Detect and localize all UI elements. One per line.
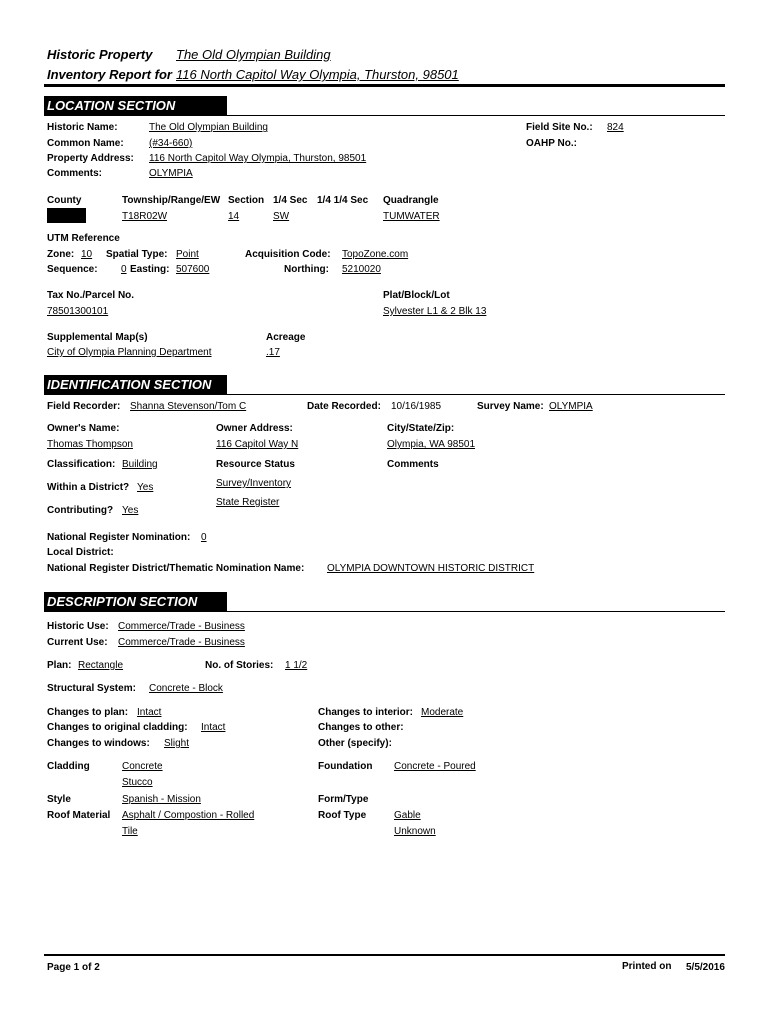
quad-value: TUMWATER bbox=[383, 211, 440, 222]
roof-material-label: Roof Material bbox=[47, 810, 111, 821]
quad-label: Quadrangle bbox=[383, 195, 439, 206]
other-specify-label: Other (specify): bbox=[318, 738, 392, 749]
supp-map-label: Supplemental Map(s) bbox=[47, 332, 148, 343]
roof-type-value-2: Unknown bbox=[394, 826, 436, 837]
utm-label: UTM Reference bbox=[47, 233, 120, 244]
easting-label: Easting: bbox=[130, 264, 170, 275]
field-site-label: Field Site No.: bbox=[526, 122, 593, 133]
northing-label: Northing: bbox=[284, 264, 329, 275]
acq-value: TopoZone.com bbox=[342, 249, 409, 260]
trs-label: Township/Range/EW bbox=[122, 195, 221, 206]
easting-value: 507600 bbox=[176, 264, 210, 275]
zone-value: 10 bbox=[81, 249, 93, 260]
owner-name-value: Thomas Thompson bbox=[47, 439, 133, 450]
roof-type-label: Roof Type bbox=[318, 810, 367, 821]
property-address-label: Property Address: bbox=[47, 153, 134, 164]
thematic-name-label: National Register District/Thematic Nomination Name: bbox=[47, 563, 305, 574]
comments-label: Comments: bbox=[47, 168, 103, 179]
changes-plan-label: Changes to plan: bbox=[47, 707, 129, 718]
resource-status-2: State Register bbox=[216, 497, 280, 508]
changes-windows-label: Changes to windows: bbox=[47, 738, 150, 749]
page-number: Page 1 of 2 bbox=[47, 962, 100, 973]
form-type-label: Form/Type bbox=[318, 794, 369, 805]
supp-map-value: City of Olympia Planning Department bbox=[47, 347, 212, 358]
section-label: Section bbox=[228, 195, 265, 206]
owner-address-label: Owner Address: bbox=[216, 423, 293, 434]
structural-system-label: Structural System: bbox=[47, 683, 136, 694]
stories-label: No. of Stories: bbox=[205, 660, 274, 671]
field-recorder-value: Shanna Stevenson/Tom C bbox=[130, 401, 247, 412]
roof-type-value-1: Gable bbox=[394, 810, 421, 821]
description-section-line bbox=[44, 611, 725, 612]
common-name-value: (#34-660) bbox=[149, 138, 193, 149]
printed-on-label: Printed on bbox=[622, 961, 672, 972]
header-value-1: The Old Olympian Building bbox=[176, 47, 331, 62]
footer-rule bbox=[44, 954, 725, 956]
header-line-1 bbox=[47, 47, 152, 63]
common-name-label: Common Name: bbox=[47, 138, 124, 149]
historic-name-label: Historic Name: bbox=[47, 122, 118, 133]
roof-material-value-2: Tile bbox=[122, 826, 138, 837]
survey-name-value: OLYMPIA bbox=[549, 401, 593, 412]
sequence-label: Sequence: bbox=[47, 264, 98, 275]
printed-on-date: 5/5/2016 bbox=[686, 962, 725, 973]
oahp-label: OAHP No.: bbox=[526, 138, 577, 149]
within-district-label: Within a District? bbox=[47, 482, 130, 493]
contributing-value: Yes bbox=[122, 505, 139, 516]
nr-nomination-value: 0 bbox=[201, 532, 207, 543]
property-address-value: 116 North Capitol Way Olympia, Thurston, 98501 bbox=[149, 153, 367, 164]
field-recorder-label: Field Recorder: bbox=[47, 401, 121, 412]
foundation-label: Foundation bbox=[318, 761, 373, 772]
thematic-name-value: OLYMPIA DOWNTOWN HISTORIC DISTRICT bbox=[327, 563, 535, 574]
changes-other-label: Changes to other: bbox=[318, 722, 404, 733]
nr-nomination-label: National Register Nomination: bbox=[47, 532, 191, 543]
plan-value: Rectangle bbox=[78, 660, 124, 671]
current-use-value: Commerce/Trade - Business bbox=[118, 637, 245, 648]
northing-value: 5210020 bbox=[342, 264, 381, 275]
foundation-value: Concrete - Poured bbox=[394, 761, 476, 772]
owner-name-label: Owner's Name: bbox=[47, 423, 120, 434]
spatial-value: Point bbox=[176, 249, 199, 260]
local-district-label: Local District: bbox=[47, 547, 114, 558]
tax-value: 78501300101 bbox=[47, 306, 109, 317]
location-section-line bbox=[44, 115, 725, 116]
historic-use-value: Commerce/Trade - Business bbox=[118, 621, 245, 632]
plan-label: Plan: bbox=[47, 660, 72, 671]
tax-label: Tax No./Parcel No. bbox=[47, 290, 135, 301]
style-label: Style bbox=[47, 794, 71, 805]
zone-label: Zone: bbox=[47, 249, 75, 260]
changes-cladding-value: Intact bbox=[201, 722, 226, 733]
description-section-title: DESCRIPTION SECTION bbox=[44, 592, 227, 612]
field-site-value: 824 bbox=[607, 122, 624, 133]
contributing-label: Contributing? bbox=[47, 505, 114, 516]
stories-value: 1 1/2 bbox=[285, 660, 308, 671]
header-rule bbox=[44, 84, 725, 87]
header-value-2: 116 North Capitol Way Olympia, Thurston, 98501 bbox=[176, 67, 459, 82]
identification-section-title: IDENTIFICATION SECTION bbox=[44, 375, 227, 395]
acreage-value: .17 bbox=[266, 347, 280, 358]
style-value: Spanish - Mission bbox=[122, 794, 201, 805]
within-district-value: Yes bbox=[137, 482, 154, 493]
location-section-title: LOCATION SECTION bbox=[44, 96, 227, 116]
plat-value: Sylvester L1 & 2 Blk 13 bbox=[383, 306, 487, 317]
changes-cladding-label: Changes to original cladding: bbox=[47, 722, 188, 733]
qsec-label: 1/4 Sec bbox=[273, 195, 308, 206]
changes-interior-value: Moderate bbox=[421, 707, 464, 718]
cladding-value-2: Stucco bbox=[122, 777, 153, 788]
trs-value: T18R02W bbox=[122, 211, 168, 222]
sequence-value: 0 bbox=[121, 264, 127, 275]
city-state-zip-value: Olympia, WA 98501 bbox=[387, 439, 476, 450]
spatial-label: Spatial Type: bbox=[106, 249, 168, 260]
identification-section-line bbox=[44, 394, 725, 395]
historic-name-value: The Old Olympian Building bbox=[149, 122, 268, 133]
qsec-value: SW bbox=[273, 211, 290, 222]
changes-interior-label: Changes to interior: bbox=[318, 707, 414, 718]
id-comments-label: Comments bbox=[387, 459, 439, 470]
city-state-zip-label: City/State/Zip: bbox=[387, 423, 455, 434]
current-use-label: Current Use: bbox=[47, 637, 108, 648]
cladding-value-1: Concrete bbox=[122, 761, 163, 772]
structural-system-value: Concrete - Block bbox=[149, 683, 223, 694]
section-value: 14 bbox=[228, 211, 240, 222]
comments-value: OLYMPIA bbox=[149, 168, 193, 179]
survey-name-label: Survey Name: bbox=[477, 401, 544, 412]
resource-status-label: Resource Status bbox=[216, 459, 295, 470]
classification-value: Building bbox=[122, 459, 158, 470]
acq-label: Acquisition Code: bbox=[245, 249, 331, 260]
plat-label: Plat/Block/Lot bbox=[383, 290, 450, 301]
owner-address-value: 116 Capitol Way N bbox=[216, 439, 299, 450]
county-redaction bbox=[47, 208, 86, 223]
historic-use-label: Historic Use: bbox=[47, 621, 109, 632]
date-recorded-value: 10/16/1985 bbox=[391, 401, 442, 412]
date-recorded-label: Date Recorded: bbox=[307, 401, 381, 412]
roof-material-value-1: Asphalt / Compostion - Rolled bbox=[122, 810, 255, 821]
acreage-label: Acreage bbox=[266, 332, 306, 343]
qqsec-label: 1/4 1/4 Sec bbox=[317, 195, 369, 206]
changes-plan-value: Intact bbox=[137, 707, 162, 718]
changes-windows-value: Slight bbox=[164, 738, 190, 749]
county-label: County bbox=[47, 195, 82, 206]
classification-label: Classification: bbox=[47, 459, 116, 470]
header-label-2: Inventory Report for bbox=[47, 67, 172, 82]
header-label-1: Historic Property bbox=[47, 47, 153, 62]
cladding-label: Cladding bbox=[47, 761, 90, 772]
resource-status-1: Survey/Inventory bbox=[216, 478, 292, 489]
